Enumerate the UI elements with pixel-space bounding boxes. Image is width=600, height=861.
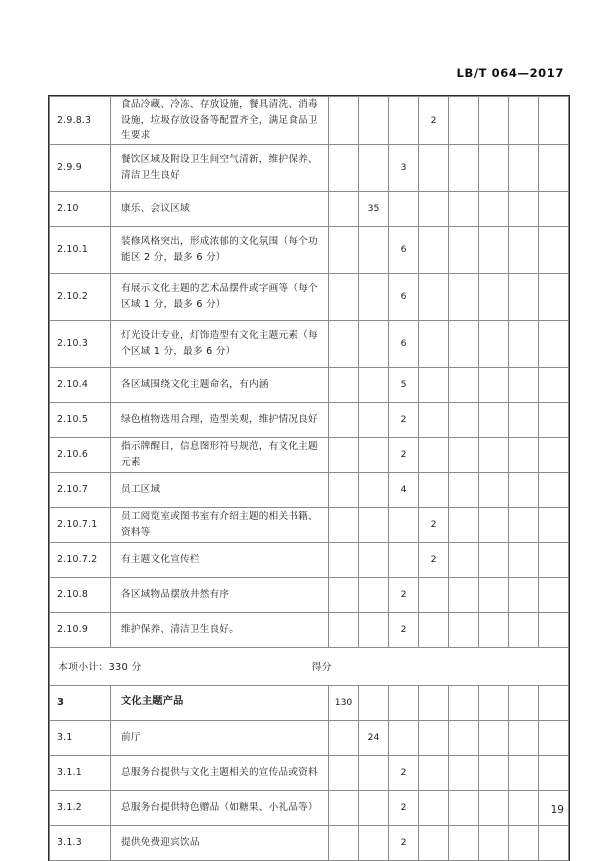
score-cell-6: [479, 437, 509, 472]
score-cell-8: [539, 402, 569, 437]
score-cell-5: [449, 191, 479, 226]
score-cell-8: [539, 685, 569, 720]
row-code: 2.10.4: [57, 379, 89, 391]
row-code: 3: [57, 697, 65, 709]
score-value: 2: [400, 589, 407, 601]
row-description: 提供免费迎宾饮品: [121, 836, 200, 848]
score-cell-6: [479, 367, 509, 402]
row-description: 各区域物品摆放井然有序: [121, 588, 230, 600]
score-cell-2: [359, 191, 389, 226]
score-cell-5: [449, 437, 479, 472]
table-row: [50, 577, 569, 612]
score-cell-3: [389, 402, 419, 437]
row-description-cell: [111, 755, 329, 790]
row-description-cell: [111, 273, 329, 320]
table-row: [50, 367, 569, 402]
score-cell-6: [479, 97, 509, 145]
score-cell-4: [419, 720, 449, 755]
score-cell-6: [479, 226, 509, 273]
scoring-table-body: [50, 97, 569, 861]
score-cell-4: [419, 507, 449, 542]
score-cell-1: [329, 97, 359, 145]
score-cell-1: [329, 720, 359, 755]
score-cell-5: [449, 507, 479, 542]
score-cell-2: [359, 437, 389, 472]
row-code-cell: [50, 226, 111, 273]
score-cell-3: [389, 437, 419, 472]
score-cell-8: [539, 226, 569, 273]
score-cell-1: [329, 320, 359, 367]
row-description: 文化主题产品: [121, 696, 184, 708]
row-code: 2.9.8.3: [57, 114, 92, 126]
row-code: 3.1.2: [57, 802, 82, 814]
score-value: 2: [400, 802, 407, 814]
score-cell-4: [419, 542, 449, 577]
score-value: 2: [430, 519, 437, 531]
score-cell-2: [359, 577, 389, 612]
table-row: [50, 437, 569, 472]
score-cell-3: [389, 273, 419, 320]
score-cell-2: [359, 320, 389, 367]
table-row: [50, 755, 569, 790]
row-code: 2.10.9: [57, 624, 89, 636]
score-cell-5: [449, 367, 479, 402]
score-cell-2: [359, 720, 389, 755]
score-cell-8: [539, 755, 569, 790]
row-code-cell: [50, 612, 111, 647]
row-code-cell: [50, 273, 111, 320]
row-description: 总服务台提供特色赠品（如糖果、小礼品等）: [121, 801, 318, 813]
row-code: 2.10.8: [57, 589, 89, 601]
score-cell-7: [509, 273, 539, 320]
row-code: 3.1: [57, 732, 73, 744]
score-cell-1: [329, 402, 359, 437]
score-cell-6: [479, 472, 509, 507]
table-row: [50, 97, 569, 145]
score-cell-6: [479, 273, 509, 320]
score-cell-1: [329, 542, 359, 577]
score-cell-1: [329, 685, 359, 720]
score-cell-6: [479, 720, 509, 755]
score-cell-8: [539, 542, 569, 577]
score-cell-6: [479, 320, 509, 367]
score-cell-7: [509, 191, 539, 226]
score-cell-6: [479, 542, 509, 577]
score-cell-4: [419, 612, 449, 647]
row-code: 2.9.9: [57, 162, 82, 174]
score-cell-8: [539, 97, 569, 145]
score-cell-1: [329, 577, 359, 612]
score-cell-6: [479, 144, 509, 191]
score-cell-6: [479, 612, 509, 647]
score-cell-1: [329, 191, 359, 226]
row-description: 总服务台提供与文化主题相关的宣传品或资料: [121, 766, 318, 778]
score-value: 6: [400, 244, 407, 256]
row-code: 2.10.7: [57, 484, 89, 496]
score-cell-3: [389, 542, 419, 577]
table-row: [50, 612, 569, 647]
score-cell-6: [479, 755, 509, 790]
score-cell-8: [539, 191, 569, 226]
score-cell-8: [539, 507, 569, 542]
row-description: 有展示文化主题的艺术品摆件或字画等（每个区域 1 分，最多 6 分）: [121, 283, 318, 310]
table-row-subtotal: [50, 647, 569, 685]
score-cell-8: [539, 472, 569, 507]
score-cell-5: [449, 755, 479, 790]
score-cell-5: [449, 97, 479, 145]
row-description-cell: [111, 367, 329, 402]
score-cell-3: [389, 144, 419, 191]
table-row: [50, 320, 569, 367]
score-cell-3: [389, 720, 419, 755]
score-cell-3: [389, 320, 419, 367]
subtotal-cell: [50, 647, 569, 685]
score-cell-5: [449, 144, 479, 191]
row-description: 前厅: [121, 731, 141, 743]
score-cell-6: [479, 685, 509, 720]
score-cell-2: [359, 507, 389, 542]
row-description-cell: [111, 542, 329, 577]
score-cell-3: [389, 367, 419, 402]
table-row-section: [50, 685, 569, 720]
score-value: 2: [430, 114, 437, 126]
score-cell-2: [359, 367, 389, 402]
row-code: 2.10.7.1: [57, 519, 98, 531]
scoring-table: [49, 96, 569, 861]
score-cell-5: [449, 273, 479, 320]
score-cell-7: [509, 402, 539, 437]
score-cell-2: [359, 273, 389, 320]
score-cell-5: [449, 825, 479, 860]
table-row: [50, 825, 569, 860]
score-cell-4: [419, 97, 449, 145]
table-row: [50, 273, 569, 320]
table-row: [50, 191, 569, 226]
row-code-cell: [50, 402, 111, 437]
score-cell-4: [419, 755, 449, 790]
score-cell-2: [359, 402, 389, 437]
row-code-cell: [50, 191, 111, 226]
score-cell-2: [359, 685, 389, 720]
score-cell-6: [479, 825, 509, 860]
row-description-cell: [111, 97, 329, 145]
score-value: 6: [400, 338, 407, 350]
row-description: 维护保养、清洁卫生良好。: [121, 623, 240, 635]
row-code: 2.10.2: [57, 291, 89, 303]
score-cell-7: [509, 472, 539, 507]
table-row: [50, 144, 569, 191]
score-cell-2: [359, 97, 389, 145]
row-code-cell: [50, 144, 111, 191]
row-description: 有主题文化宣传栏: [121, 553, 200, 565]
row-code-cell: [50, 437, 111, 472]
row-code: 3.1.3: [57, 837, 82, 849]
score-value: 4: [400, 484, 407, 496]
score-cell-2: [359, 144, 389, 191]
row-description: 员工阅览室或图书室有介绍主题的相关书籍、资料等: [121, 511, 318, 538]
score-cell-7: [509, 685, 539, 720]
score-value: 2: [400, 624, 407, 636]
row-description-cell: [111, 577, 329, 612]
row-description-cell: [111, 226, 329, 273]
score-cell-7: [509, 437, 539, 472]
score-cell-8: [539, 437, 569, 472]
table-row: [50, 472, 569, 507]
row-description-cell: [111, 720, 329, 755]
score-value: 2: [400, 837, 407, 849]
row-code: 2.10.6: [57, 449, 89, 461]
score-cell-2: [359, 226, 389, 273]
row-code-cell: [50, 320, 111, 367]
score-cell-7: [509, 97, 539, 145]
score-cell-8: [539, 273, 569, 320]
row-code-cell: [50, 97, 111, 145]
score-cell-3: [389, 755, 419, 790]
score-value: 2: [400, 767, 407, 779]
row-code: 2.10.5: [57, 414, 89, 426]
score-value: 24: [367, 732, 380, 744]
score-cell-5: [449, 320, 479, 367]
row-code-cell: [50, 577, 111, 612]
score-cell-6: [479, 402, 509, 437]
score-cell-2: [359, 755, 389, 790]
score-cell-3: [389, 685, 419, 720]
score-cell-1: [329, 226, 359, 273]
page-number: 19: [550, 804, 564, 816]
score-cell-4: [419, 402, 449, 437]
score-cell-7: [509, 144, 539, 191]
row-code-cell: [50, 507, 111, 542]
score-cell-7: [509, 507, 539, 542]
score-value: 3: [400, 162, 407, 174]
row-code: 2.10.7.2: [57, 554, 98, 566]
score-value: 35: [367, 203, 380, 215]
score-cell-4: [419, 320, 449, 367]
score-value: 5: [400, 379, 407, 391]
score-value: 130: [334, 697, 353, 709]
score-cell-5: [449, 577, 479, 612]
score-cell-2: [359, 542, 389, 577]
score-cell-5: [449, 720, 479, 755]
score-cell-2: [359, 825, 389, 860]
score-cell-8: [539, 612, 569, 647]
row-description-cell: [111, 612, 329, 647]
row-description: 灯光设计专业，灯饰造型有文化主题元素（每个区域 1 分，最多 6 分）: [121, 330, 318, 357]
score-cell-1: [329, 367, 359, 402]
score-value: 2: [430, 554, 437, 566]
row-code-cell: [50, 542, 111, 577]
row-description: 装修风格突出，形成浓郁的文化氛围（每个功能区 2 分，最多 6 分）: [121, 236, 318, 263]
row-code: 2.10.3: [57, 338, 89, 350]
score-value: 2: [400, 414, 407, 426]
row-description-cell: [111, 472, 329, 507]
score-cell-4: [419, 191, 449, 226]
score-cell-5: [449, 472, 479, 507]
score-cell-3: [389, 97, 419, 145]
table-row: [50, 402, 569, 437]
score-cell-4: [419, 577, 449, 612]
score-cell-1: [329, 144, 359, 191]
score-cell-4: [419, 437, 449, 472]
row-description-cell: [111, 685, 329, 720]
score-cell-4: [419, 825, 449, 860]
score-value: 6: [400, 291, 407, 303]
score-cell-8: [539, 577, 569, 612]
score-cell-4: [419, 367, 449, 402]
row-code-cell: [50, 685, 111, 720]
score-cell-7: [509, 320, 539, 367]
score-cell-8: [539, 367, 569, 402]
score-cell-3: [389, 612, 419, 647]
row-description: 绿色植物选用合理，造型美观，维护情况良好: [121, 413, 318, 425]
score-cell-1: [329, 273, 359, 320]
score-cell-2: [359, 472, 389, 507]
row-code: 2.10.1: [57, 244, 89, 256]
score-cell-6: [479, 577, 509, 612]
score-cell-7: [509, 367, 539, 402]
row-description: 食品冷藏、冷冻、存放设施，餐具清洗、消毒设施，垃圾存放设备等配置齐全，满足食品卫生要求: [121, 99, 318, 142]
subtotal-label: 本项小计：330 分: [58, 662, 142, 674]
standard-code-header: LB/T 064—2017: [456, 66, 564, 80]
score-cell-1: [329, 612, 359, 647]
score-cell-3: [389, 191, 419, 226]
row-description-cell: [111, 191, 329, 226]
row-description-cell: [111, 507, 329, 542]
subtotal-score-label: 得分: [311, 662, 332, 674]
score-cell-3: [389, 577, 419, 612]
score-cell-4: [419, 144, 449, 191]
score-cell-1: [329, 755, 359, 790]
row-code-cell: [50, 755, 111, 790]
score-cell-8: [539, 320, 569, 367]
score-cell-5: [449, 402, 479, 437]
score-cell-3: [389, 825, 419, 860]
score-cell-8: [539, 825, 569, 860]
score-cell-7: [509, 825, 539, 860]
score-cell-7: [509, 720, 539, 755]
row-description-cell: [111, 825, 329, 860]
score-value: 2: [400, 449, 407, 461]
table-row: [50, 226, 569, 273]
row-description-cell: [111, 402, 329, 437]
score-cell-4: [419, 273, 449, 320]
score-cell-6: [479, 191, 509, 226]
score-cell-8: [539, 144, 569, 191]
row-description-cell: [111, 144, 329, 191]
score-cell-5: [449, 685, 479, 720]
table-row: [50, 507, 569, 542]
score-cell-5: [449, 542, 479, 577]
score-cell-1: [329, 437, 359, 472]
row-code: 3.1.1: [57, 767, 82, 779]
score-cell-1: [329, 507, 359, 542]
row-description-cell: [111, 320, 329, 367]
score-cell-5: [449, 612, 479, 647]
score-cell-5: [449, 226, 479, 273]
row-description: 康乐、会议区域: [121, 202, 190, 214]
score-cell-3: [389, 472, 419, 507]
row-code: 2.10: [57, 203, 79, 215]
row-description: 各区域围绕文化主题命名，有内涵: [121, 378, 269, 390]
score-cell-4: [419, 685, 449, 720]
row-description: 餐饮区域及附设卫生间空气清新，维护保养、清洁卫生良好: [121, 154, 318, 181]
row-description: 指示牌醒目，信息图形符号规范，有文化主题元素: [121, 441, 318, 468]
score-cell-7: [509, 577, 539, 612]
row-code-cell: [50, 720, 111, 755]
row-description-cell: [111, 437, 329, 472]
score-cell-7: [509, 755, 539, 790]
score-cell-7: [509, 612, 539, 647]
score-cell-6: [479, 507, 509, 542]
score-cell-4: [419, 472, 449, 507]
score-cell-3: [389, 507, 419, 542]
score-cell-7: [509, 226, 539, 273]
row-description: 员工区域: [121, 483, 161, 495]
score-cell-1: [329, 825, 359, 860]
row-code-cell: [50, 367, 111, 402]
row-code-cell: [50, 472, 111, 507]
table-row: [50, 720, 569, 755]
score-cell-3: [389, 226, 419, 273]
row-code-cell: [50, 825, 111, 860]
score-cell-8: [539, 720, 569, 755]
table-row: [50, 542, 569, 577]
score-cell-2: [359, 612, 389, 647]
scoring-table-container: [49, 96, 568, 861]
score-cell-4: [419, 226, 449, 273]
score-cell-7: [509, 542, 539, 577]
score-cell-1: [329, 472, 359, 507]
